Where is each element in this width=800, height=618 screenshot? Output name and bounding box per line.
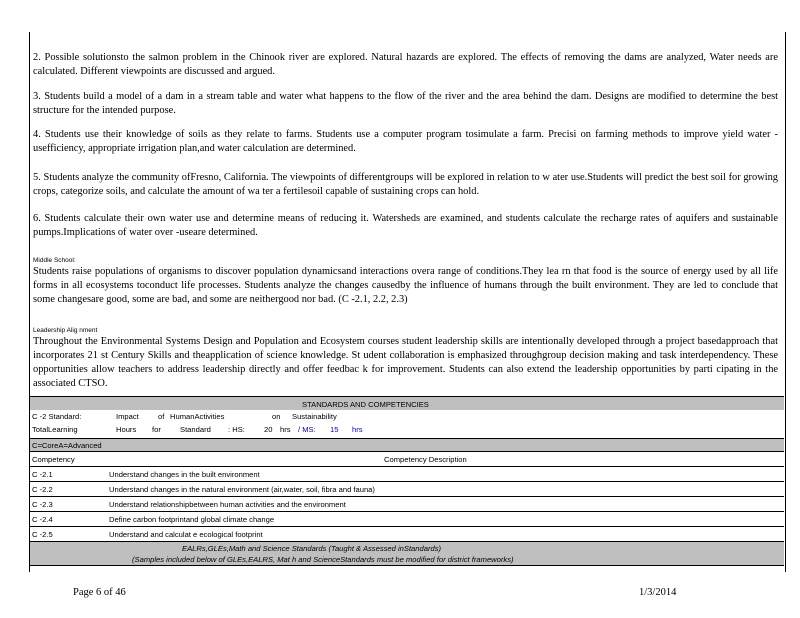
standard-word: Impact [116, 412, 139, 421]
table-row [30, 526, 784, 541]
competency-code: C -2.3 [32, 500, 53, 509]
table-header-row [30, 396, 784, 410]
hours-word: Hours [116, 425, 137, 434]
competency-code: C -2.2 [32, 485, 53, 494]
competency-code: C -2.4 [32, 515, 53, 524]
competency-code: C -2.5 [32, 530, 53, 539]
page-number: Page 6 of 46 [73, 587, 126, 598]
paragraph-2: 2. Possible solutionsto the salmon problem in the Chinook river are explored. Natural hazards are explored. The effects of removing the dams are analyzed, Water needs are calculated. Different viewpoints are discussed and argued. [33, 52, 778, 77]
ms-label: / MS: [298, 425, 316, 434]
ms-hours: 15 [330, 425, 339, 434]
table-row [30, 511, 784, 526]
standard-word: on [272, 412, 281, 421]
paragraph-5: 5. Students analyze the community ofFresno, California. The viewpoints of differentgroups will be explored in relation to w ater use.Students will predict the best soil for growing crops, categorize soils, and calculate the amount of wa ter a fertilesoil capable of sustaining crops can hold. [33, 172, 778, 197]
hours-word: Standard [180, 425, 211, 434]
ealrs-row [30, 541, 784, 566]
ealrs-note: (Samples included below of GLEs,EALRS, Mat h and ScienceStandards must be modified for district frameworks) [132, 555, 514, 564]
competency-text: Understand and calculat e ecological footprint [109, 530, 263, 539]
leadership-label: Leadership Alig nment [33, 327, 98, 334]
hs-hours: 20 [264, 425, 273, 434]
table-row [30, 481, 784, 496]
standard-word: Sustainability [292, 412, 337, 421]
table-header: STANDARDS AND COMPETENCIES [302, 400, 429, 409]
competency-code: C -2.1 [32, 470, 53, 479]
hs-label: : HS: [228, 425, 245, 434]
ealrs-heading: EALRs,GLEs,Math and Science Standards (Taught & Assessed inStandards) [182, 544, 442, 553]
hours-word: for [152, 425, 161, 434]
column-header-row [30, 451, 784, 466]
paragraph-3: 3. Students build a model of a dam in a stream table and water what happens to the flow of the river and the area behind the dam. Designs are modified to determine the best structure for the intended purpose. [33, 91, 778, 116]
competency-text: Understand relationshipbetween human activities and the environment [109, 500, 346, 509]
competency-text: Understand changes in the built environment [109, 470, 260, 479]
standard-word: HumanActivities [170, 412, 225, 421]
learning-hours-label: TotalLearning [32, 425, 78, 434]
hours-unit: hrs [280, 425, 291, 434]
col-competency: Competency [32, 455, 75, 464]
standard-label: C -2 Standard: [32, 412, 82, 421]
competency-text: Define carbon footprintand global climate change [109, 515, 275, 524]
table-row [30, 496, 784, 511]
hours-unit: hrs [352, 425, 363, 434]
competency-text: Understand changes in the natural environment (air,water, soil, fibra and fauna) [109, 485, 375, 494]
paragraph-6: 6. Students calculate their own water use and determine means of reducing it. Watersheds are examined, and students calculate the recharge rates of aquifers and sustainable pumps.Implications of water over -useare determined. [33, 213, 778, 238]
core-row [30, 438, 784, 451]
leadership-text: Throughout the Environmental Systems Design and Population and Ecosystem courses student leadership skills are intentionally developed through a project basedapproach that incorporates 21 st Century Skills and theapplication of science knowledge. St udent collaboration is emphasized throughgroup decision making and task interdependency. These opportunities allow teachers to address leadership directly and offer feedbac k for improvement. Students can also extend the leadership opportunities by parti cipating in the associated CTSO. [33, 336, 778, 389]
middle-school-text: Students raise populations of organisms to discover population dynamicsand interactions overa range of conditions.They lea rn that food is the source of energy used by all life forms in all ecosystems toconduct life processes. Students analyze the changes causedby the influence of humans through the built environment. They are led to conclude that some changesare good, some are bad, and some are neithergood nor bad. (C -2.1, 2.2, 2.3) [33, 266, 778, 305]
core-label: C=CoreA=Advanced [32, 441, 102, 450]
paragraph-4: 4. Students use their knowledge of soils as they relate to farms. Students use a computer program tosimulate a farm. Precisi on farming methods to improve yield water -usefficiency, appropriate irrigation plan,and water calculation are determined. [33, 129, 778, 154]
standard-word: of [158, 412, 165, 421]
table-row [30, 466, 784, 481]
standards-table [30, 396, 784, 566]
page-date: 1/3/2014 [639, 587, 677, 598]
standard-row [30, 410, 784, 438]
col-description: Competency Description [384, 455, 467, 464]
middle-school-label: Middle School: [33, 257, 76, 264]
